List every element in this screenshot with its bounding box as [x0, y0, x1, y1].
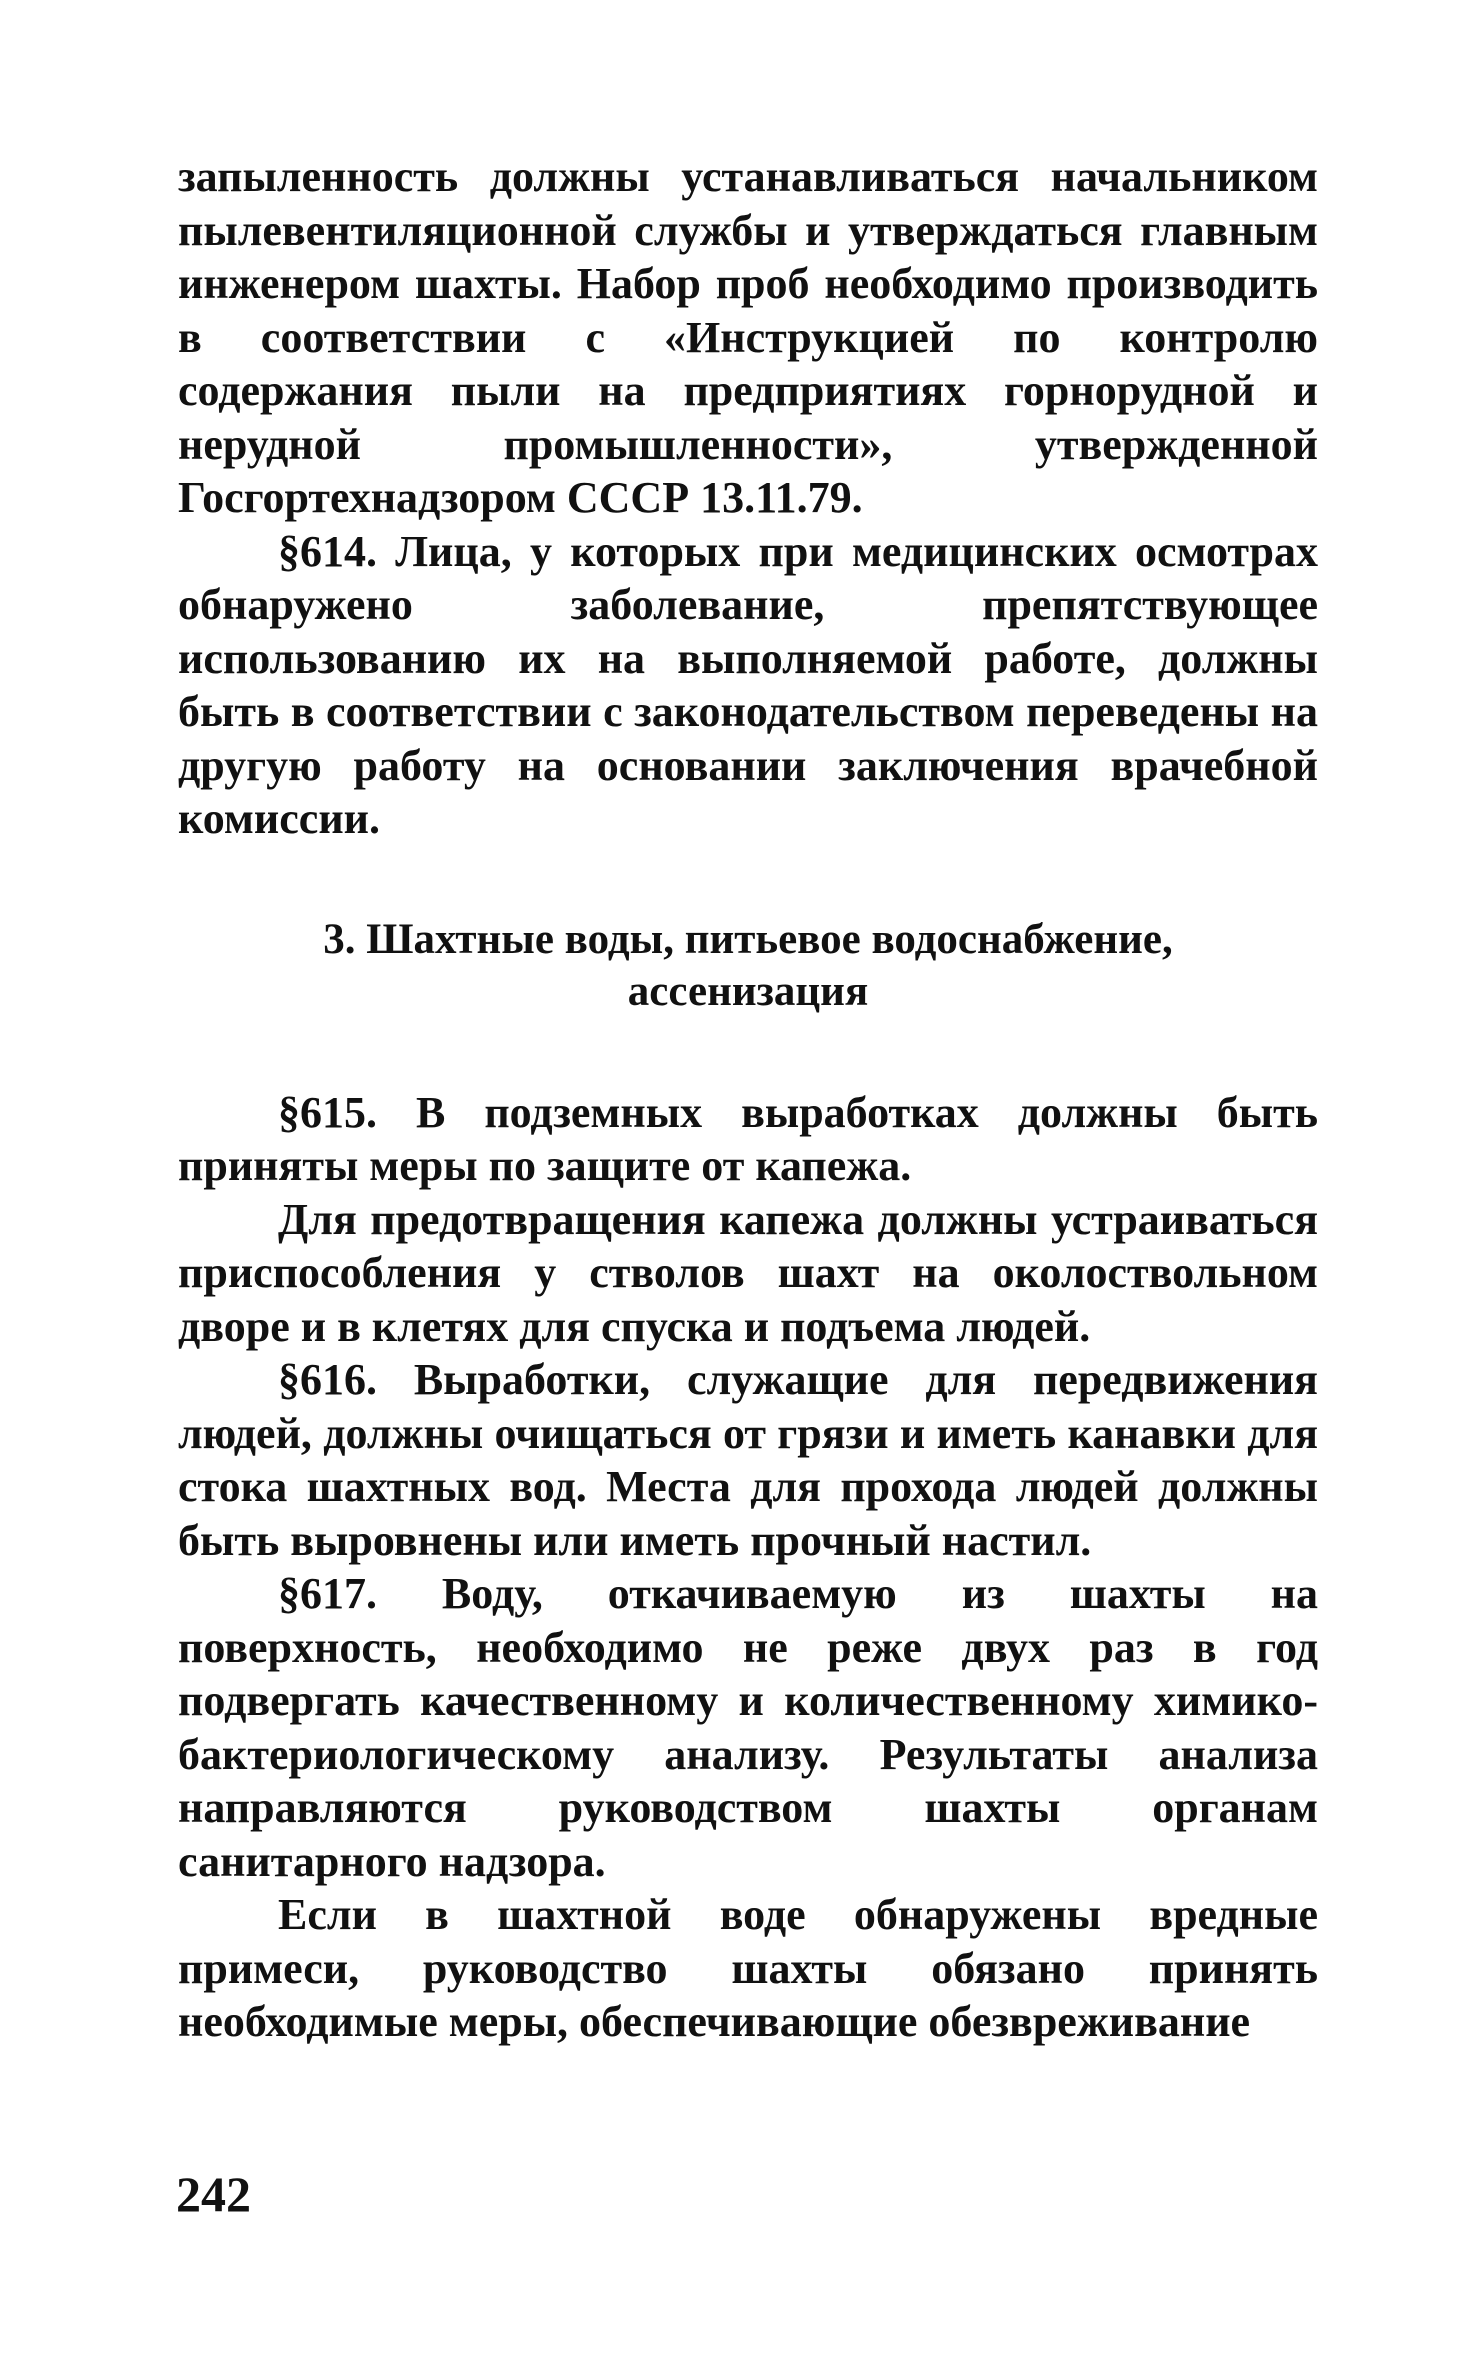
section-heading-line-2: ассенизация	[627, 967, 869, 1015]
paragraph-615: §615. В подземных выработках должны быть приняты меры по защите от капежа.	[178, 1087, 1318, 1190]
section-heading	[178, 914, 1318, 1018]
page-number: 242	[176, 2166, 251, 2222]
paragraph-dust-sampling: запыленность должны устанавливаться начальником пылевентиляционной службы и утверждаться главным инженером шахты. Набор проб необходимо производить в соответствии с «Инструкцией по контролю содержания пыли на предприятиях горнорудной и нерудной промышленности», утвержденной Госгортехнадзором СССР 13.11.79.	[178, 152, 1318, 522]
section-heading-line-1: 3. Шахтные воды, питьевое водоснабжение,	[323, 915, 1173, 963]
paragraph-drip-prevention: Для предотвращения капежа должны устраиваться приспособления у стволов шахт на околоствольном дворе и в клетях для спуска и подъема людей.	[178, 1194, 1318, 1351]
paragraph-harmful-impurities: Если в шахтной воде обнаружены вредные примеси, руководство шахты обязано принять необходимые меры, обеспечивающие обезвреживание	[178, 1890, 1318, 2046]
paragraph-616: §616. Выработки, служащие для передвижения людей, должны очищаться от грязи и иметь канавки для стока шахтных вод. Места для прохода людей должны быть выровнены или иметь прочный настил.	[178, 1355, 1318, 1565]
paragraph-614: §614. Лица, у которых при медицинских осмотрах обнаружено заболевание, препятствующее использованию их на выполняемой работе, должны быть в соответствии с законодательством переведены на другую работу на основании заключения врачебной комиссии.	[178, 526, 1318, 843]
paragraph-617: §617. Воду, откачиваемую из шахты на поверхность, необходимо не реже двух раз в год подвергать качественному и количественному химико-бактериологическому анализу. Результаты анализа направляются руководством шахты органам санитарного надзора.	[178, 1569, 1318, 1886]
page-body	[178, 150, 1318, 2049]
